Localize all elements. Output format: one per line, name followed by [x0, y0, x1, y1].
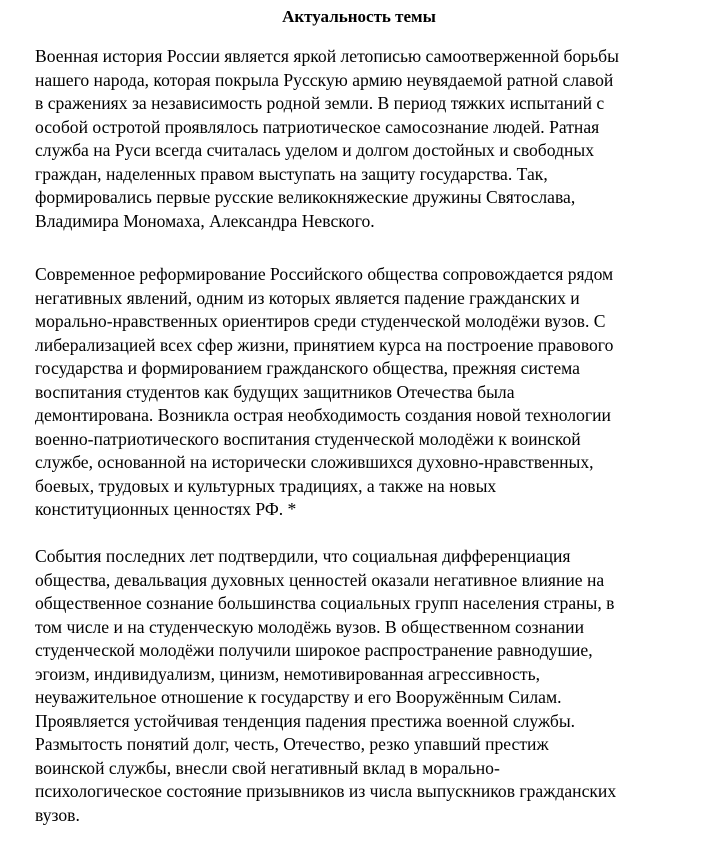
text-line: студенческой молодёжи получили широкое распространение равнодушие,: [35, 640, 593, 660]
text-line: боевых, трудовых и культурных традициях, а также на новых: [35, 475, 497, 496]
text-line: воспитания студентов как будущих защитников Отечества была: [35, 381, 515, 402]
text-line: военно-патриотического воспитания студенческой молодёжи к воинской: [35, 428, 581, 449]
paragraph-modern-reform: [35, 263, 705, 522]
text-line: Владимира Мономаха, Александра Невского.: [35, 210, 375, 231]
text-line: формировались первые русские великокняжеские дружины Святослава,: [35, 187, 576, 207]
text-line: государства и формированием гражданского общества, прежняя система: [35, 358, 580, 378]
text-line: граждан, наделенных правом выступать на защиту государства. Так,: [35, 163, 548, 184]
text-line: демонтирована. Возникла острая необходимость создания новой технологии: [35, 405, 611, 425]
text-line: службе, основанной на исторически сложившихся духовно-нравственных,: [35, 452, 594, 472]
text-line: общества, девальвация духовных ценностей оказали негативное влияние на: [35, 569, 605, 590]
text-line: психологическое состояние призывников из числа выпускников гражданских: [35, 781, 617, 801]
page-title: Актуальность темы: [282, 7, 436, 26]
text-line: воинской службы, внесли свой негативный вклад в морально-: [35, 757, 500, 778]
text-line: эгоизм, индивидуализм, цинизм, немотивированная агрессивность,: [35, 663, 541, 684]
text-line: либерализацией всех сфер жизни, принятием курса на построение правового: [35, 334, 614, 355]
text-line: особой остротой проявлялось патриотическое самосознание людей. Ратная: [35, 116, 600, 137]
paragraph-military-history: [35, 45, 705, 233]
text-line: негативных явлений, одним из которых является падение гражданских и: [35, 287, 580, 308]
text-line: морально-нравственных ориентиров среди студенческой молодёжи вузов. С: [35, 311, 606, 331]
text-line: вузов.: [35, 804, 80, 825]
paragraph-recent-events: [35, 545, 705, 827]
text-line: в сражениях за независимость родной земли. В период тяжких испытаний с: [35, 93, 605, 113]
text-line: Проявляется устойчивая тенденция падения престижа военной службы.: [35, 710, 576, 731]
text-line: неуважительное отношение к государству и его Вооружённым Силам.: [35, 687, 562, 707]
text-line: том числе и на студенческую молодёжь вузов. В общественном сознании: [35, 616, 585, 637]
text-line: Размытость понятий долг, честь, Отечество, резко упавший престиж: [35, 734, 549, 754]
text-line: События последних лет подтвердили, что социальная дифференциация: [35, 546, 571, 566]
text-line: конституционных ценностях РФ. *: [35, 499, 297, 519]
text-line: общественное сознание большинства социальных групп населения страны, в: [35, 593, 615, 613]
text-line: Военная история России является яркой летописью самоотверженной борьбы: [35, 46, 619, 66]
text-line: Современное реформирование Российского общества сопровождается рядом: [35, 264, 614, 284]
text-line: нашего народа, которая покрыла Русскую армию неувядаемой ратной славой: [35, 69, 614, 90]
text-line: служба на Руси всегда считалась уделом и долгом достойных и свободных: [35, 140, 595, 160]
